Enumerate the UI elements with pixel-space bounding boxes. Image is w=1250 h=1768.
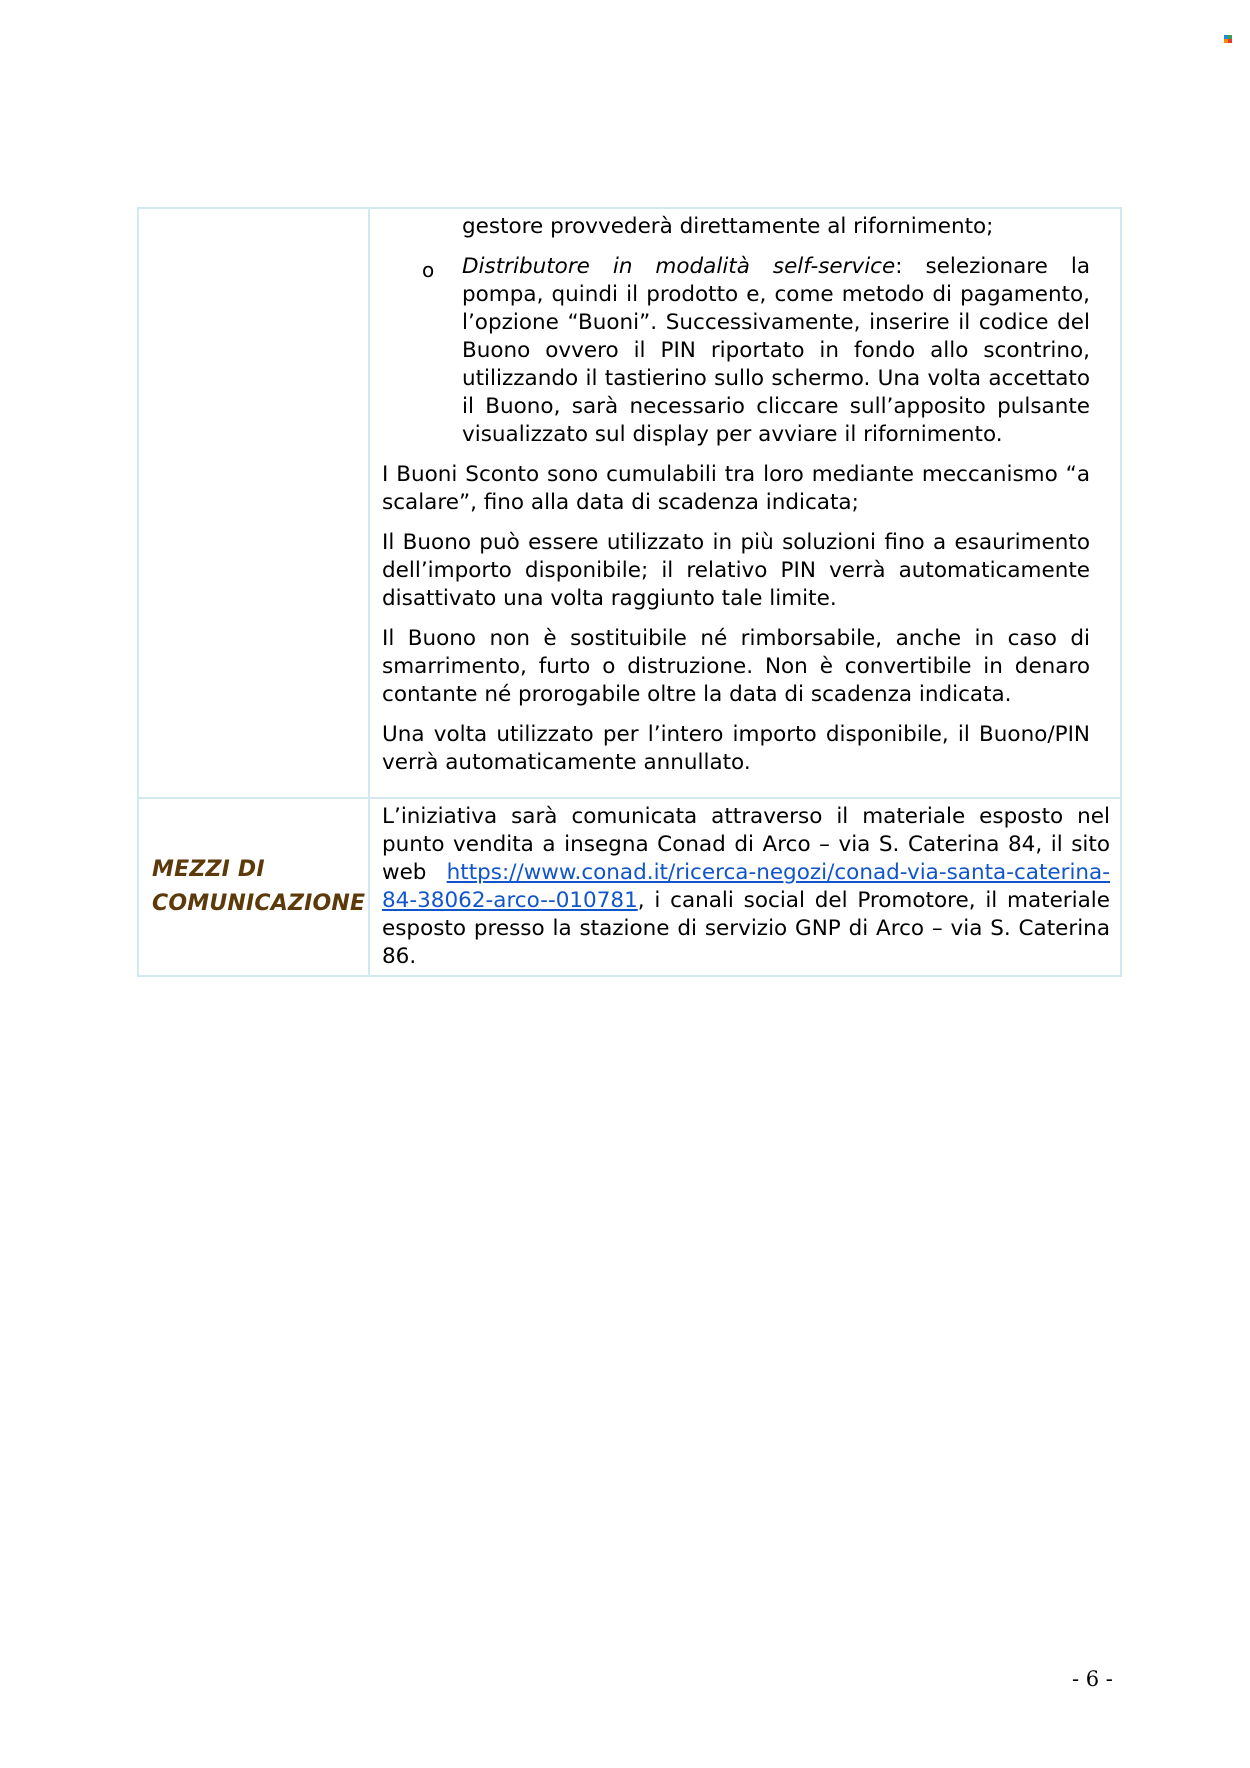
content-cell-usage bbox=[369, 208, 1121, 798]
paragraph-esaurimento: Il Buono può essere utilizzato in più soluzioni fino a esaurimento dell’importo disponibile; il relativo PIN verrà automaticamente disattivato una volta raggiunto tale limite. bbox=[382, 530, 1090, 611]
section-label-communication bbox=[152, 853, 368, 921]
paragraph-non-rimborsabile: Il Buono non è sostituibile né rimborsabile, anche in caso di smarrimento, furto o distruzione. Non è convertibile in denaro contante né prorogabile oltre la data di scadenza indicata. bbox=[382, 626, 1090, 707]
label-cell-communication bbox=[138, 798, 369, 976]
bullet-circle-icon: o bbox=[422, 258, 435, 282]
text-before-link: L’iniziativa sarà comunicata attraverso il materiale esposto nel punto vendita a insegna Conad di Arco – via S. Caterina 84, il sito web bbox=[382, 804, 1110, 885]
conad-store-link[interactable]: https://www.conad.it/ricerca-negozi/conad-via-santa-caterina-84-38062-arco--010781 bbox=[382, 860, 1110, 913]
continuation-text: gestore provvederà direttamente al rifornimento; bbox=[462, 214, 994, 239]
paragraph-annullato: Una volta utilizzato per l’intero importo disponibile, il Buono/PIN verrà automaticamente annullato. bbox=[382, 722, 1090, 775]
table-row-usage bbox=[138, 208, 1121, 798]
regulation-table bbox=[137, 207, 1122, 977]
content-cell-communication bbox=[369, 798, 1121, 976]
table-row-communication bbox=[138, 798, 1121, 976]
label-line-2: COMUNICAZIONE bbox=[152, 891, 366, 916]
bullet-title: Distributore in modalità self-service bbox=[462, 254, 896, 279]
bullet-text bbox=[462, 253, 1090, 449]
paragraph-cumulabili: I Buoni Sconto sono cumulabili tra loro mediante meccanismo “a scalare”, fino alla data di scadenza indicata; bbox=[382, 462, 1090, 515]
communication-text bbox=[382, 803, 1110, 971]
page-number: - 6 - bbox=[1072, 1667, 1113, 1691]
list-item-self-service bbox=[382, 253, 1090, 449]
corner-mark-icon bbox=[1224, 35, 1232, 43]
bullet-body: : selezionare la pompa, quindi il prodotto e, come metodo di pagamento, l’opzione “Buoni”. Successivamente, inserire il codice del Buono ovvero il PIN riportato in fondo allo scontrino, utilizzando il tastierino sullo schermo. Una volta accettato il Buono, sarà necessario cliccare sull’apposito pulsante visualizzato sul display per avviare il rifornimento. bbox=[462, 254, 1090, 447]
label-cell-empty bbox=[138, 208, 369, 798]
label-line-1: MEZZI DI bbox=[152, 857, 265, 882]
text-after-link: , i canali social del Promotore, il materiale esposto presso la stazione di servizio GNP di Arco – via S. Caterina 86. bbox=[382, 888, 1110, 969]
